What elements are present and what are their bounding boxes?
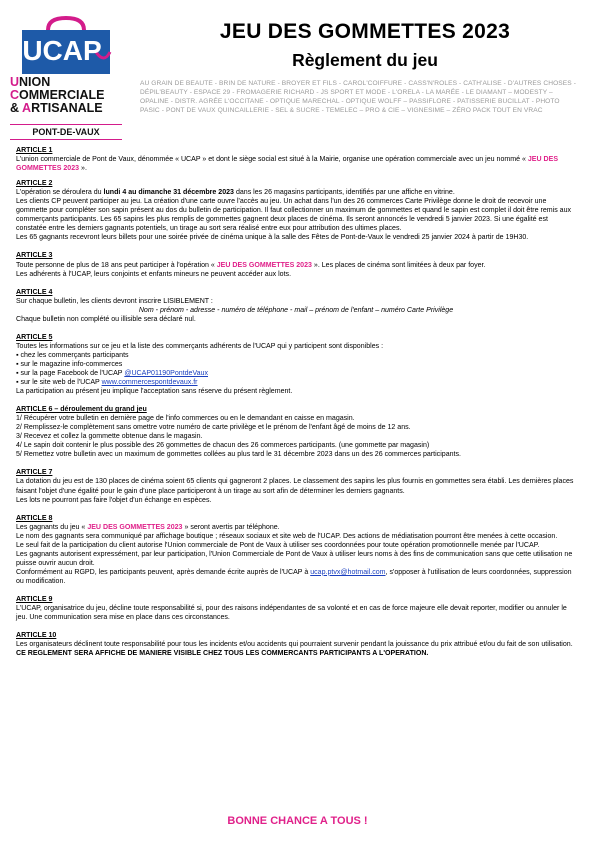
article-title: ARTICLE 3 xyxy=(16,252,53,260)
article-title: ARTICLE 7 xyxy=(16,469,53,477)
article-text: Le nom des gagnants sera communiqué par affichage boutique ; réseaux sociaux et site web de l'UCAP. Des actions de médiatisation pourront être menées à cette occasion. xyxy=(16,532,558,540)
article-10 xyxy=(16,631,576,658)
article-title: ARTICLE 10 xyxy=(16,632,57,640)
article-text: Sur chaque bulletin, les clients devront inscrire LISIBLEMENT : xyxy=(16,297,213,305)
step-item: 5/ Remettez votre bulletin avec un maximum de gommettes collées au plus tard le 31 décembre 2023 dans un des 26 commerces participants. xyxy=(16,451,461,459)
article-title: ARTICLE 1 xyxy=(16,147,53,154)
article-text: La participation au présent jeu implique l'acceptation sans réserve du présent règlement. xyxy=(16,388,293,396)
merchant-list: AU GRAIN DE BEAUTE - BRIN DE NATURE - BROYER ET FILS - CAROL'COIFFURE - CASS'N'ROLES - CATH'ALISE - D'AUTRES CHOSES - DÉPIL'BEAUTY - ESPACE 29 - FROMAGERIE RICHARD - JS SPORT ET MODE - L'ORELA - LA MARÉE - LE DIAMANT – MODESTY – OPALINE - DISTR. AGRÉE L'OCCITANE - OPTIQUE MARECHAL - OPTIQUE WOLFF – PASSIFLORE - PATISSERIE BUCILLAT - PHOTO PASIC - PONT DE VAUX QUINCAILLERIE - SEL & SUCRE - TEMELEC – PRO & CIE – VIGNESIME – ZÉRO PACK TOUT EN VRAC xyxy=(140,80,577,114)
required-fields: Nom - prénom - adresse - numéro de téléphone - mail – prénom de l'enfant – numéro Carte Privilège xyxy=(138,306,454,314)
step-item: 2/ Remplissez-le complètement sans omettre votre numéro de carte privilège et le prénom de l'enfant âgé de moins de 12 ans. xyxy=(16,424,411,432)
article-text: L'union commerciale de Pont de Vaux, dénommée « UCAP » et dont le siège social est situé à la Mairie, organise une opération commerciale avec un jeu nommé « JEU DES GOMMETTES 2023 ». xyxy=(16,156,559,173)
article-title: ARTICLE 4 xyxy=(16,288,53,296)
website-link[interactable]: www.commercespontdevaux.fr xyxy=(101,379,198,387)
article-text: Les clients CP peuvent participer au jeu. La création d'une carte ouvre l'accès au jeu. Un achat dans l'un des 26 commerces Carte Privilège donne le droit de recevoir une gommette pour compléter son sapin présent au dos du bulletin de participation. Il faut collectionner un maximum de gommettes et quand le sapin est complet il doit être remis aux commerçants participants. Les 65 sapins les plus remplis de gommettes gagnent deux places de cinéma. Ils seront annoncés le vendredi 5 janvier 2023. Si une égalité est constatée entre les derniers gagnants potentiels, un tirage au sort sera réalisé entre eux pour attribution des ultimes places. xyxy=(16,198,572,233)
article-7 xyxy=(16,468,576,504)
logo-name: UNION COMMERCIALE & ARTISANALE xyxy=(10,75,105,115)
list-item: ▪ sur le magazine info-commerces xyxy=(16,360,123,368)
page-subtitle: Règlement du jeu xyxy=(292,50,438,70)
article-text: CE REGLEMENT SERA AFFICHE DE MANIERE VISIBLE CHEZ TOUS LES COMMERCANTS PARTICIPANTS A L'OPERATION. xyxy=(16,650,429,658)
article-title: ARTICLE 9 xyxy=(16,595,53,603)
page-title: JEU DES GOMMETTES 2023 xyxy=(219,20,511,43)
article-1 xyxy=(16,146,576,173)
article-text: Toutes les informations sur ce jeu et la liste des commerçants adhérents de l'UCAP qui y participent sont disponibles : xyxy=(16,342,384,350)
closing-message: BONNE CHANCE A TOUS ! xyxy=(227,815,368,827)
article-8 xyxy=(16,514,576,586)
article-text: Chaque bulletin non complété ou illisible sera déclaré nul. xyxy=(16,315,196,323)
logo-bag-text: UCAP xyxy=(22,35,102,66)
article-6 xyxy=(16,405,576,459)
article-text: Les gagnants autorisent expressément, par leur participation, l'Union Commerciale de Pont de Vaux à utiliser leurs noms à des fins de communication sans que cette utilisation ne puisse ouvrir aucun droit. xyxy=(16,550,573,567)
article-text: L'opération se déroulera du lundi 4 au dimanche 31 décembre 2023 dans les 26 magasins participants, identifiés par une affiche en vitrine. xyxy=(16,189,455,197)
article-text: Les 65 gagnants recevront leurs billets pour une soirée privée de cinéma unique à la salle des Fêtes de Pont-de-Vaux le vendredi 25 janvier 2024 à partir de 19H30. xyxy=(16,234,529,242)
article-4 xyxy=(16,288,576,324)
article-title: ARTICLE 2 xyxy=(16,180,53,188)
article-text: Conformément au RGPD, les participants peuvent, après demande écrite auprès de l'UCAP à ucap.ptvx@hotmail.com, s'opposer à l'utilisation de leurs coordonnées, suppression ou modification. xyxy=(16,568,572,585)
email-link[interactable]: ucap.ptvx@hotmail.com xyxy=(310,568,386,576)
rules-content xyxy=(16,146,576,667)
step-item: 3/ Recevez et collez la gommette obtenue dans le magasin. xyxy=(16,433,203,441)
article-5 xyxy=(16,333,576,396)
article-9 xyxy=(16,595,576,622)
article-title: ARTICLE 8 xyxy=(16,514,53,522)
logo-banner: PONT-DE-VAUX xyxy=(10,124,122,140)
list-item: ▪ sur la page Facebook de l'UCAP @UCAP01190PontdeVaux xyxy=(16,369,208,377)
list-item: ▪ sur le site web de l'UCAP www.commercespontdevaux.fr xyxy=(16,379,198,387)
article-text: Le seul fait de la participation du client autorise l'Union commerciale de Pont de Vaux à utiliser ses coordonnées pour toute opération promotionnelle menée par l'UCAP. xyxy=(16,541,540,549)
facebook-link[interactable]: @UCAP01190PontdeVaux xyxy=(124,369,208,377)
step-item: 4/ Le sapin doit contenir le plus possible des 26 gommettes de chacun des 26 commerces participants. (une gommette par magasin) xyxy=(16,442,430,450)
article-title: ARTICLE 5 xyxy=(16,333,53,341)
article-text: Toute personne de plus de 18 ans peut participer à l'opération « JEU DES GOMMETTES 2023 ». Les places de cinéma sont limitées à deux par foyer. xyxy=(16,261,486,269)
article-2 xyxy=(16,179,576,242)
article-text: Les organisateurs déclinent toute responsabilité pour tous les incidents et/ou accidents qui pourraient survenir pendant la jouissance du prix attribué et/ou du fait de son utilisation. xyxy=(16,641,573,649)
article-text: La dotation du jeu est de 130 places de cinéma soient 65 clients qui gagneront 2 places. Le classement des sapins les plus fournis en gommettes sera établi. Les dernières places faisant l'objet d'une égalité pour le gain d'une place participeront à un tirage au sort afin de déterminer les derniers gagnants. xyxy=(16,478,574,495)
article-text: Les gagnants du jeu « JEU DES GOMMETTES 2023 » seront avertis par téléphone. xyxy=(16,523,280,531)
article-text: L'UCAP, organisatrice du jeu, décline toute responsabilité si, pour des raisons indépendantes de sa volonté et en cas de force majeure elle devait reporter, modifier ou annuler le jeu. Une communication sera mise en place dans ces circonstances. xyxy=(16,605,567,622)
step-item: 1/ Récupérer votre bulletin en dernière page de l'info commerces ou en le demandant en caisse en magasin. xyxy=(16,415,355,423)
ucap-logo xyxy=(10,16,122,138)
article-title: ARTICLE 6 – déroulement du grand jeu xyxy=(16,406,147,414)
article-text: Les lots ne pourront pas faire l'objet d'un échange en espèces. xyxy=(16,496,212,504)
article-3 xyxy=(16,251,576,278)
list-item: ▪ chez les commerçants participants xyxy=(16,351,129,359)
article-text: Les adhérents à l'UCAP, leurs conjoints et enfants mineurs ne peuvent accéder aux lots. xyxy=(16,270,292,278)
